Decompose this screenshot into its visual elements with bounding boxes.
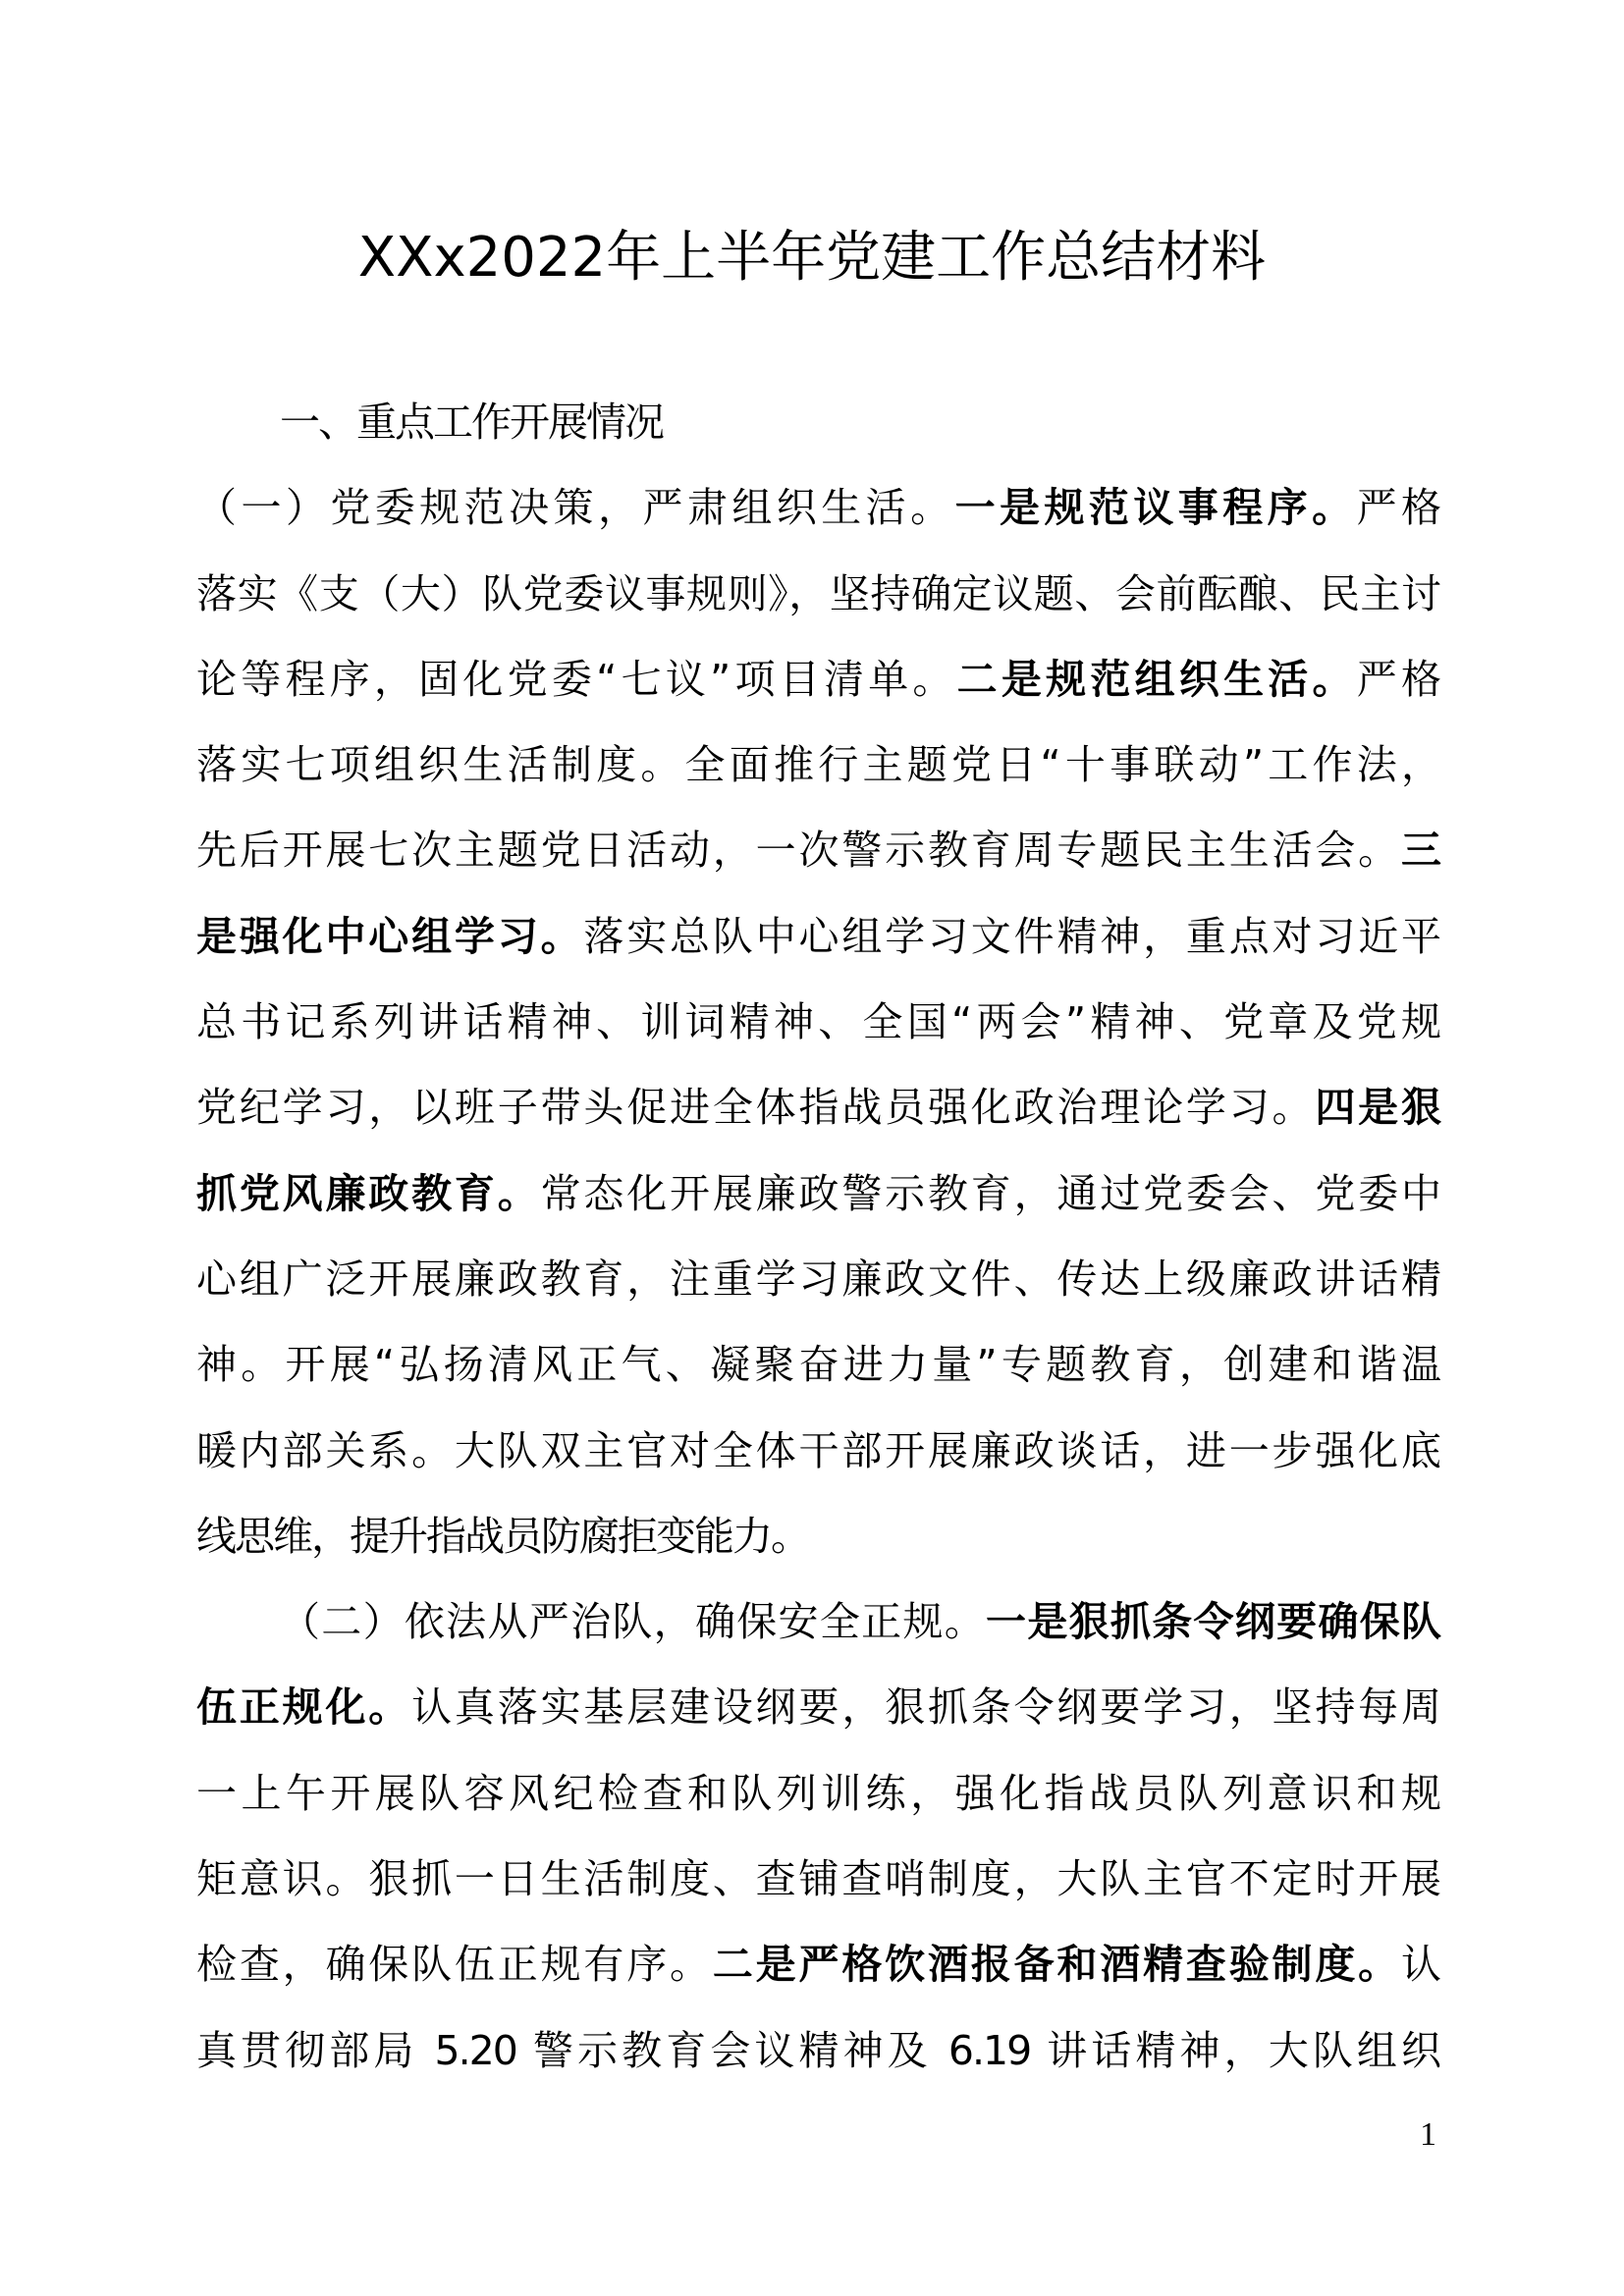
page-number: 1 <box>1420 2116 1436 2153</box>
text-run: 矩意识。狠抓一日生活制度、查铺查哨制度，大队主官不定时开展 <box>196 1855 1439 1903</box>
text-run: 党纪学习，以班子带头促进全体指战员强化政治理论学习。 <box>196 1084 1316 1132</box>
text-run: 严格 <box>1356 484 1440 532</box>
text-line <box>196 552 1439 637</box>
text-run: 先后开展七次主题党日活动，一次警示教育周专题民主生活会。 <box>196 827 1401 875</box>
text-line <box>196 2008 1439 2094</box>
text-run: 落实总队中心组学习文件精神，重点对习近平 <box>583 912 1440 960</box>
bold-text: 二是规范组织生活。 <box>956 655 1357 703</box>
text-line <box>196 722 1439 808</box>
text-run: 常态化开展廉政警示教育，通过党委会、党委中 <box>540 1169 1440 1217</box>
text-run: 一、重点工作开展情况 <box>280 399 663 446</box>
text-run: 暖内部关系。大队双主官对全体干部开展廉政谈话，进一步强化底 <box>196 1426 1439 1474</box>
text-run: 认真落实基层建设纲要，狠抓条令纲要学习，坚持每周 <box>411 1683 1439 1732</box>
bold-text: 抓党风廉政教育。 <box>196 1169 541 1217</box>
text-line <box>196 1065 1439 1150</box>
text-run: 线思维，提升指战员防腐拒变能力。 <box>196 1512 809 1560</box>
text-line <box>196 1151 1439 1237</box>
text-run: 总书记系列讲话精神、训词精神、全国“两会”精神、党章及党规 <box>196 998 1439 1046</box>
text-run: 严格 <box>1356 655 1439 703</box>
bold-text: 三 <box>1401 827 1439 875</box>
text-run: 神。开展“弘扬清风正气、凝聚奋进力量”专题教育，创建和谐温 <box>196 1341 1439 1389</box>
text-run: 检查，确保队伍正规有序。 <box>196 1941 713 1989</box>
bold-text: 是强化中心组学习。 <box>196 912 584 960</box>
text-line <box>196 465 1439 551</box>
text-run: （二）依法从严治队，确保安全正规。 <box>280 1598 987 1646</box>
bold-text: 一是规范议事程序。 <box>954 484 1357 532</box>
document-title: XXx2022年上半年党建工作总结材料 <box>357 226 1267 290</box>
text-run: 认 <box>1401 1941 1440 1989</box>
text-line <box>196 1237 1439 1322</box>
document-body <box>196 380 1439 2094</box>
text-line <box>196 1409 1439 1494</box>
bold-text: 一是狠抓条令纲要确保队 <box>986 1598 1440 1646</box>
text-line <box>196 637 1439 722</box>
text-run: 落实《支（大）队党委议事规则》，坚持确定议题、会前酝酿、民主讨 <box>196 569 1439 617</box>
text-run: 论等程序，固化党委“七议”项目清单。 <box>196 655 957 703</box>
text-run: 心组广泛开展廉政教育，注重学习廉政文件、传达上级廉政讲话精 <box>196 1255 1439 1303</box>
text-line <box>196 1579 1439 1665</box>
text-line <box>196 1322 1439 1408</box>
text-line <box>196 380 1439 465</box>
text-line <box>196 1751 1439 1837</box>
text-run: （一）党委规范决策，严肃组织生活。 <box>196 484 955 532</box>
text-line <box>196 894 1439 980</box>
bold-text: 伍正规化。 <box>196 1683 412 1732</box>
text-run: 真贯彻部局 5.20 警示教育会议精神及 6.19 讲话精神，大队组织 <box>196 2026 1439 2074</box>
bold-text: 四是狠 <box>1315 1084 1440 1132</box>
text-line <box>196 1922 1439 2007</box>
text-run: 一上午开展队容风纪检查和队列训练，强化指战员队列意识和规 <box>196 1769 1439 1817</box>
text-line <box>196 980 1439 1065</box>
text-line <box>196 1494 1439 1579</box>
text-line <box>196 1665 1439 1750</box>
text-line <box>196 808 1439 893</box>
bold-text: 二是严格饮酒报备和酒精查验制度。 <box>712 1941 1402 1989</box>
text-line <box>196 1837 1439 1922</box>
text-run: 落实七项组织生活制度。全面推行主题党日“十事联动”工作法， <box>196 741 1439 789</box>
